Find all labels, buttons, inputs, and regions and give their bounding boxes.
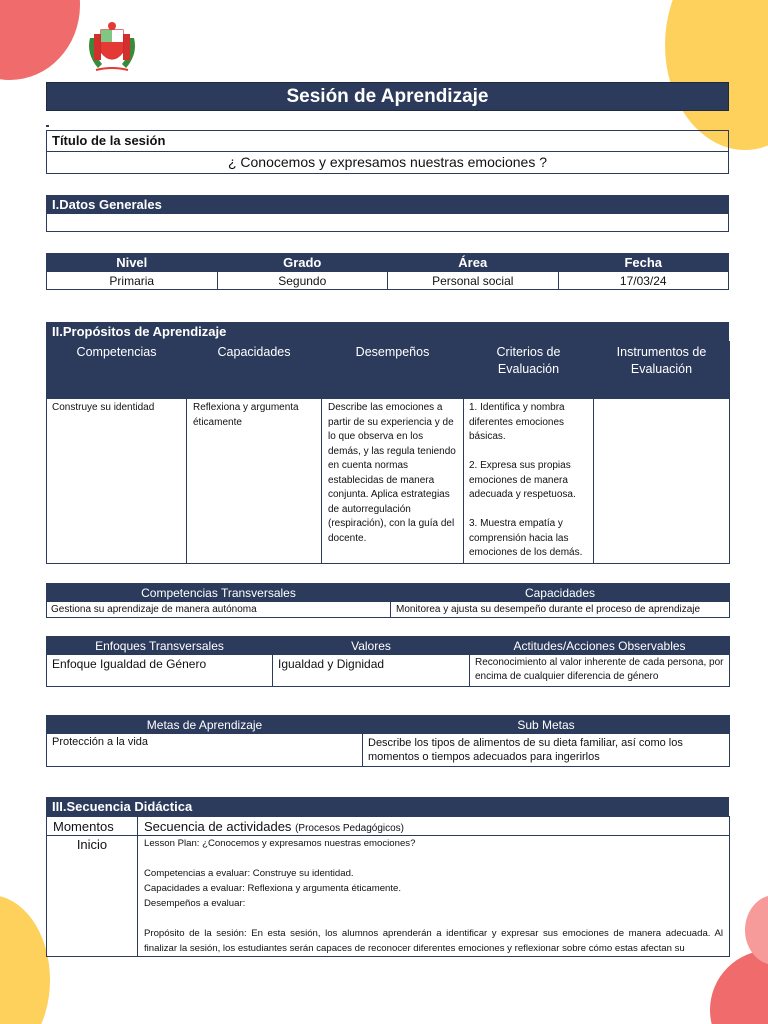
sequence-header-row xyxy=(47,817,730,836)
cell-actitudes: Reconocimiento al valor inherente de cada persona, por encima de cualquier diferencia de género xyxy=(470,655,730,687)
decor-blob-coral-top-left xyxy=(0,0,80,80)
value-area: Personal social xyxy=(388,272,559,290)
section-general-title: I.Datos Generales xyxy=(46,195,729,214)
cell-enfoque: Enfoque Igualdad de Género xyxy=(47,655,273,687)
purposes-header-row xyxy=(47,342,730,399)
section-sequence-title: III.Secuencia Didáctica xyxy=(46,797,729,817)
header-area: Área xyxy=(388,254,559,272)
header-sub-metas: Sub Metas xyxy=(363,716,730,734)
sequence-row-inicio xyxy=(47,836,730,957)
decor-blob-yellow-bottom-left xyxy=(0,895,50,1024)
header-secuencia xyxy=(138,817,730,836)
header-instrumentos: Instrumentos de Evaluación xyxy=(594,342,730,399)
goals-table xyxy=(46,715,729,767)
general-header-row xyxy=(47,254,729,272)
session-title-value: ¿ Conocemos y expresamos nuestras emociones ? xyxy=(227,154,548,170)
header-grado: Grado xyxy=(217,254,388,272)
header-criterios: Criterios de Evaluación xyxy=(464,342,594,399)
header-nivel: Nivel xyxy=(47,254,218,272)
sequence-table xyxy=(46,816,729,957)
approaches-row xyxy=(47,655,730,687)
header-secuencia-text: Secuencia de actividades xyxy=(144,818,292,834)
header-desempenos: Desempeños xyxy=(322,342,464,399)
cell-competencia: Construye su identidad xyxy=(47,399,187,564)
cell-secuencia-inicio: Lesson Plan: ¿Conocemos y expresamos nuestras emociones? Competencias a evaluar: Construye su identidad. Capacidades a evaluar: Reflexiona y argumenta éticamente. Desempeños a evaluar: Propósito de la sesión: En esta sesión, los alumnos aprenderán a identificar y expresar sus emociones de manera adecuada. Al finalizar la sesión, los estudiantes serán capaces de reconocer diferentes emociones y reflexionar sobre cómo estas afectan su xyxy=(138,836,730,957)
header-metas: Metas de Aprendizaje xyxy=(47,716,363,734)
transversal-row xyxy=(47,602,730,618)
cell-valores: Igualdad y Dignidad xyxy=(273,655,470,687)
transversal-header-row xyxy=(47,584,730,602)
divider-mark xyxy=(46,125,49,127)
session-title-block xyxy=(46,130,729,174)
approaches-header-row xyxy=(47,637,730,655)
session-title-label: Título de la sesión xyxy=(47,131,728,152)
value-nivel: Primaria xyxy=(47,272,218,290)
cell-momento-inicio: Inicio xyxy=(47,836,138,957)
transversal-table xyxy=(46,583,729,618)
goals-header-row xyxy=(47,716,730,734)
cell-criterios: 1. Identifica y nombra diferentes emociones básicas. 2. Expresa sus propias emociones de manera adecuada y respetuosa. 3. Muestra empatía y comprensión hacia las emociones de los demás. xyxy=(464,399,594,564)
cell-desempeno: Describe las emociones a partir de su experiencia y de lo que observa en los demás, y las regula teniendo en cuenta normas establecidas de manera conjunta. Aplica estrategias de autorregulación (respiración), con la guía del docente. xyxy=(322,399,464,564)
decor-blob-coral-bottom-right xyxy=(710,950,768,1024)
header-momentos: Momentos xyxy=(47,817,138,836)
purposes-row xyxy=(47,399,730,564)
value-grado: Segundo xyxy=(217,272,388,290)
purposes-table xyxy=(46,341,729,564)
general-value-row xyxy=(47,272,729,290)
approaches-table xyxy=(46,636,729,687)
header-competencias: Competencias xyxy=(47,342,187,399)
header-valores: Valores xyxy=(273,637,470,655)
header-capacidades-transversales: Capacidades xyxy=(391,584,730,602)
section-purposes-title: II.Propósitos de Aprendizaje xyxy=(46,322,729,342)
header-fecha: Fecha xyxy=(558,254,729,272)
decor-blob-yellow-top-right xyxy=(665,0,768,150)
cell-sub-meta: Describe los tipos de alimentos de su dieta familiar, así como los momentos o tiempos adecuados para ingerirlos xyxy=(363,734,730,767)
header-competencias-transversales: Competencias Transversales xyxy=(47,584,391,602)
cell-competencia-transversal: Gestiona su aprendizaje de manera autónoma xyxy=(47,602,391,618)
header-actitudes: Actitudes/Acciones Observables xyxy=(470,637,730,655)
coat-of-arms-logo xyxy=(86,20,138,74)
header-enfoques: Enfoques Transversales xyxy=(47,637,273,655)
page-title xyxy=(46,82,729,111)
general-empty-row xyxy=(46,213,729,232)
header-secuencia-note: (Procesos Pedagógicos) xyxy=(295,822,405,834)
cell-instrumentos xyxy=(594,399,730,564)
value-fecha: 17/03/24 xyxy=(558,272,729,290)
cell-meta: Protección a la vida xyxy=(47,734,363,767)
cell-capacidad: Reflexiona y argumenta éticamente xyxy=(187,399,322,564)
goals-row xyxy=(47,734,730,767)
header-capacidades: Capacidades xyxy=(187,342,322,399)
cell-capacidad-transversal: Monitorea y ajusta su desempeño durante el proceso de aprendizaje xyxy=(391,602,730,618)
page-title-text: Sesión de Aprendizaje xyxy=(286,86,489,107)
general-data-table xyxy=(46,253,729,290)
